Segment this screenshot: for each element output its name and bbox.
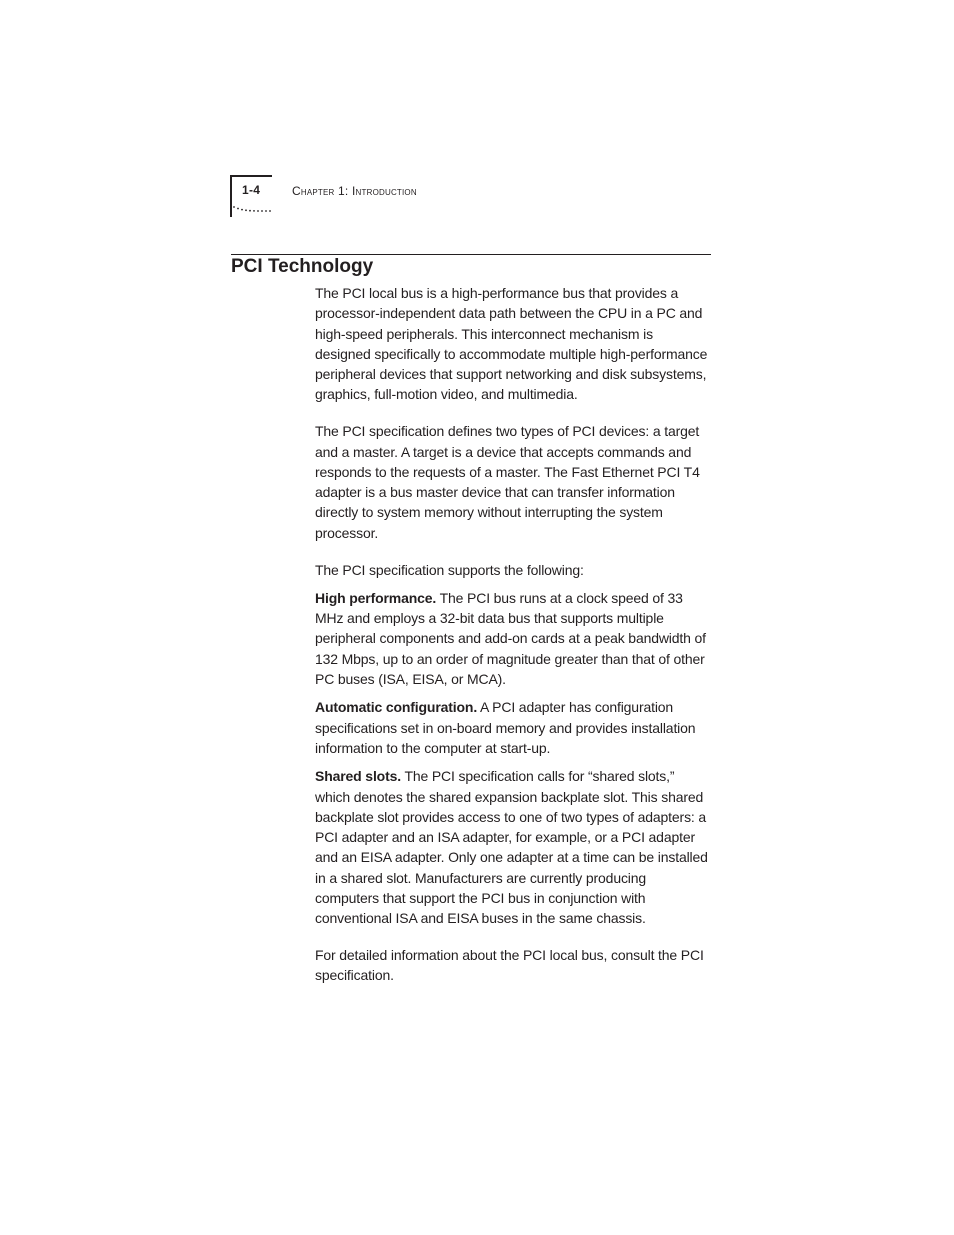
body-text [315,283,710,986]
feature-automatic-configuration [315,697,710,758]
feature-term: Automatic configuration. [315,699,478,716]
feature-term: High performance. [315,589,437,606]
feature-term: Shared slots. [315,768,401,785]
paragraph-closing: For detailed information about the PCI local bus, consult the PCI specification. [315,947,704,984]
feature-high-performance [315,588,710,689]
section-title: PCI Technology [231,256,374,277]
running-head: Chapter 1: Introduction [292,184,417,198]
header-dotted-ornament [232,205,274,217]
header-horizontal-rule [230,175,272,177]
paragraph-intro: The PCI local bus is a high-performance bus that provides a processor-independent data path between the CPU in a PC and high-speed peripherals. This interconnect mechanism is designed specifically to accommodate multiple high-performance peripheral devices that support networking and disk subsystems, graphics, full-motion video, and multimedia. [315,285,708,403]
paragraph-devices: The PCI specification defines two types of PCI devices: a target and a master. A target is a device that accepts commands and responds to the requests of a master. The Fast Ethernet PCI T4 adapter is a bus master device that can transfer information directly to system memory without interrupting the system processor. [315,423,700,541]
feature-text: The PCI specification calls for “shared slots,” which denotes the shared expansion backplate slot. This shared backplate slot provides access to one of two types of adapters: a PCI adapter and an ISA adapter, for example, or a PCI adapter and an EISA adapter. Only one adapter at a time can be installed in a shared slot. Manufacturers are currently producing computers that support the PCI bus in conjunction with conventional ISA and EISA buses in the same chassis. [315,768,708,927]
paragraph-supports: The PCI specification supports the following: [315,561,584,578]
feature-text: The PCI bus runs at a clock speed of 33 MHz and employs a 32-bit data bus that supports multiple peripheral components and add-on cards at a peak bandwidth of 132 Mbps, up to an order of magnitude greater than that of other PC buses (ISA, EISA, or MCA). [315,589,706,688]
page-number: 1-4 [242,183,261,197]
feature-shared-slots [315,766,710,928]
page-header [230,175,530,219]
feature-text: A PCI adapter has configuration specifications set in on-board memory and provides installation information to the computer at start-up. [315,699,696,756]
